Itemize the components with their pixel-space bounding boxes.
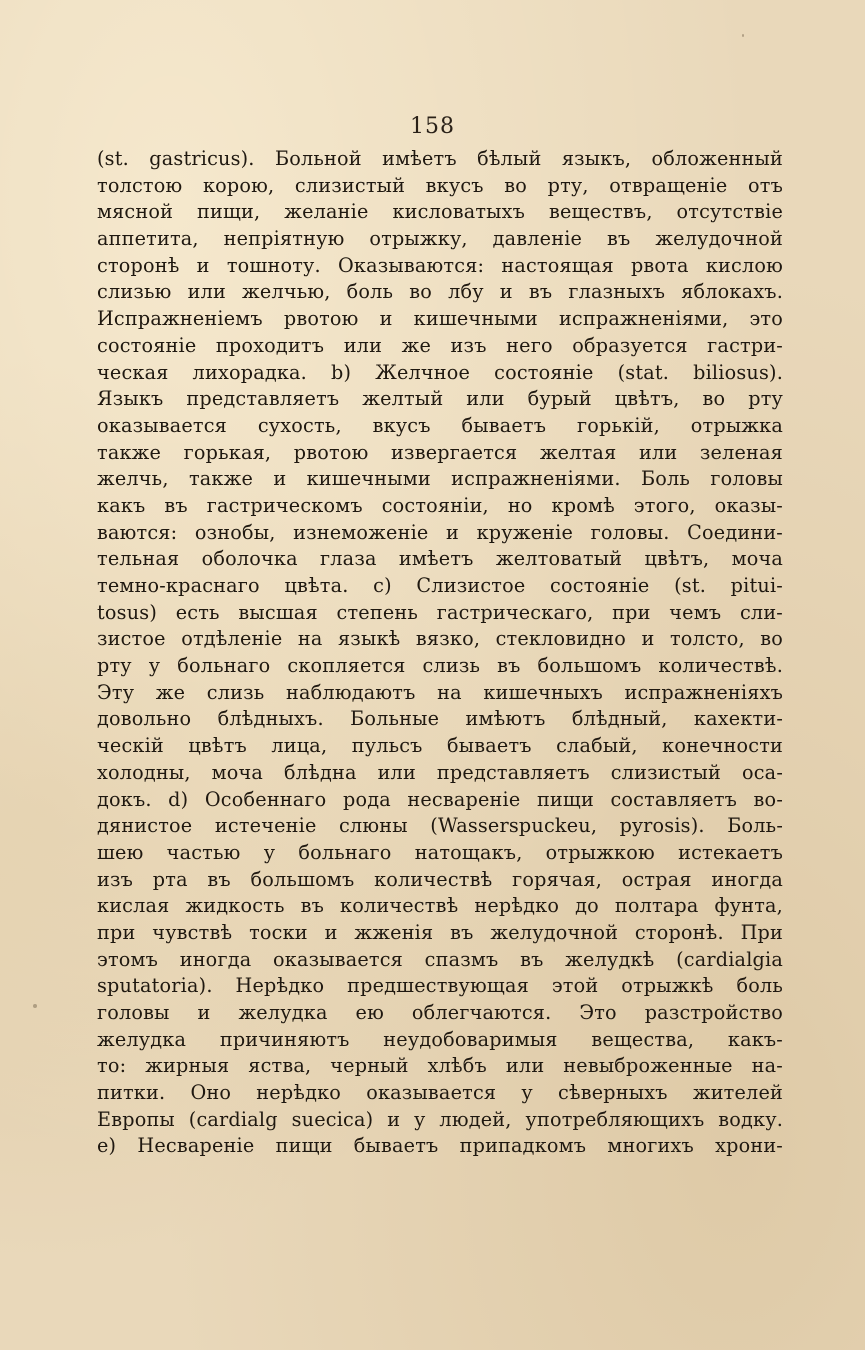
text-line: шею частью у больнаго натощакъ, отрыжкою истекаетъ <box>97 840 783 864</box>
text-line: слизью или желчью, боль во лбу и въ глазныхъ яблокахъ. <box>97 280 783 304</box>
text-line: сторонѣ и тошноту. Оказываются: настоящая рвота кислою <box>97 253 783 277</box>
body-text <box>97 146 783 1160</box>
text-line: ваются: ознобы, изнеможеніе и круженіе головы. Соедини- <box>97 520 783 544</box>
text-line: оказывается сухость, вкусъ бываетъ горькій, отрыжка <box>97 413 783 437</box>
text-line: также горькая, рвотою извергается желтая или зеленая <box>97 440 783 464</box>
text-line: состояніе проходитъ или же изъ него образуется гастри- <box>97 333 783 357</box>
text-line: рту у больнаго скопляется слизь въ большомъ количествѣ. <box>97 654 783 678</box>
text-line: ческій цвѣтъ лица, пульсъ бываетъ слабый, конечности <box>97 734 783 758</box>
text-line: аппетита, непріятную отрыжку, давленіе въ желудочной <box>97 227 783 251</box>
text-line: кислая жидкость въ количествѣ нерѣдко до полтара фунта, <box>97 894 783 918</box>
text-line: докъ. d) Особеннаго рода несвареніе пищи составляетъ во- <box>97 787 783 811</box>
text-line: желудка причиняютъ неудобоваримыя вещества, какъ- <box>97 1027 783 1051</box>
text-line: зистое отдѣленіе на языкѣ вязко, стекловидно и толсто, во <box>97 627 783 651</box>
text-line: (st. gastricus). Больной имѣетъ бѣлый языкъ, обложенный <box>97 147 783 170</box>
text-line: Языкъ представляетъ желтый или бурый цвѣтъ, во рту <box>97 387 783 411</box>
text-line: при чувствѣ тоски и жженія въ желудочной сторонѣ. При <box>97 920 783 944</box>
text-line: изъ рта въ большомъ количествѣ горячая, острая иногда <box>97 867 783 891</box>
text-line: толстою корою, слизистый вкусъ во рту, отвращеніе отъ <box>97 173 783 197</box>
text-line: холодны, моча блѣдна или представляетъ слизистый оса- <box>97 760 783 784</box>
text-line: питки. Оно нерѣдко оказывается у сѣверныхъ жителей <box>97 1081 783 1105</box>
text-line: Эту же слизь наблюдаютъ на кишечныхъ испражненіяхъ <box>97 680 783 704</box>
text-line: то: жирныя яства, черный хлѣбъ или невыброженные на- <box>97 1054 783 1078</box>
text-line: довольно блѣдныхъ. Больные имѣютъ блѣдный, кахекти- <box>97 707 783 731</box>
text-line: e) Несвареніе пищи бываетъ припадкомъ многихъ хрони- <box>97 1134 783 1158</box>
text-line: какъ въ гастрическомъ состояніи, но кромѣ этого, оказы- <box>97 493 783 517</box>
text-line: sputatoria). Нерѣдко предшествующая этой отрыжкѣ боль <box>97 974 783 998</box>
text-line: ческая лихорадка. b) Желчное состояніе (stat. biliosus). <box>97 360 783 384</box>
text-line: дянистое истеченіе слюны (Wasserspuckeu, pyrosis). Боль- <box>97 814 783 838</box>
text-line: tosus) есть высшая степень гастрическаго, при чемъ сли- <box>97 600 783 624</box>
paper-speck <box>33 1004 37 1008</box>
text-line: этомъ иногда оказывается спазмъ въ желудкѣ (cardialgia <box>97 947 783 971</box>
text-line: темно-краснаго цвѣта. c) Слизистое состояніе (st. pitui- <box>97 574 783 597</box>
text-line: желчь, также и кишечными испражненіями. Боль головы <box>97 467 783 491</box>
text-line: Испражненіемъ рвотою и кишечными испражненіями, это <box>97 307 783 331</box>
text-line: тельная оболочка глаза имѣетъ желтоватый цвѣтъ, моча <box>97 547 783 571</box>
text-line: головы и желудка ею облегчаются. Это разстройство <box>97 1001 783 1024</box>
text-line: мясной пищи, желаніе кисловатыхъ веществъ, отсутствіе <box>97 200 783 224</box>
paper-speck <box>742 34 744 37</box>
page-number: 158 <box>410 114 455 139</box>
text-line: Европы (cardialg suecica) и у людей, употребляющихъ водку. <box>97 1107 783 1131</box>
